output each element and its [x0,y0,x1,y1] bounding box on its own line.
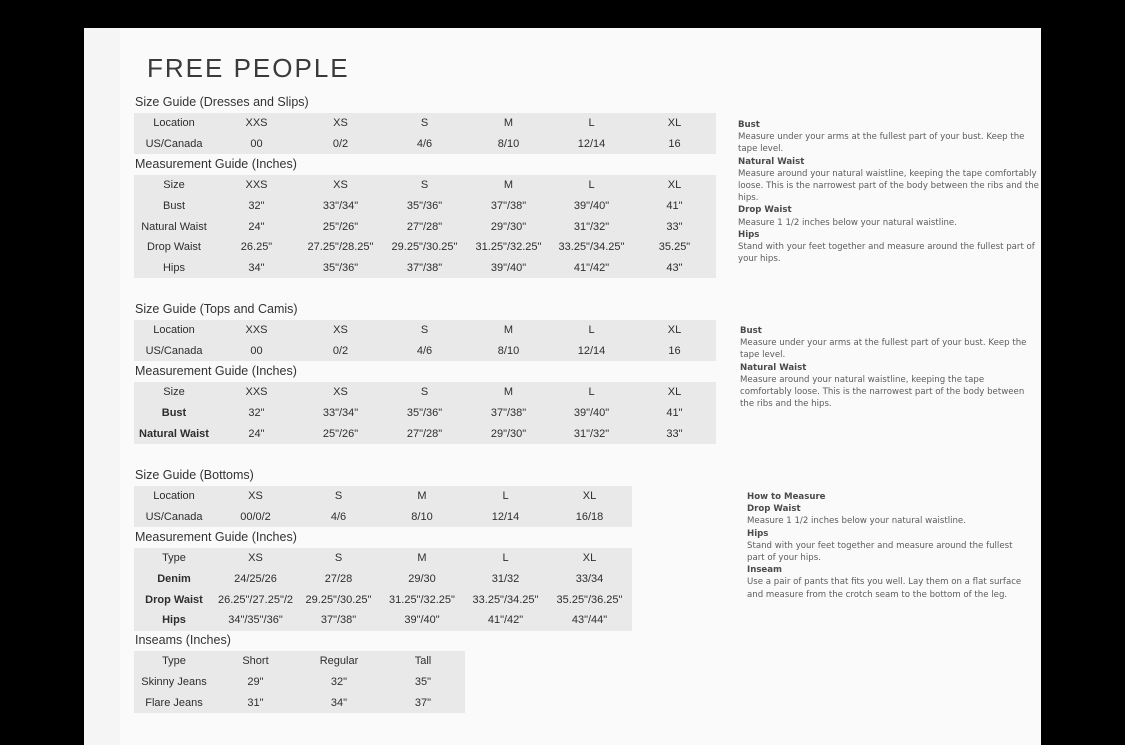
bottoms-measure-heading: Measurement Guide (Inches) [135,530,297,544]
table-cell: 34" [330,696,348,709]
table-cell: 33" [666,427,683,440]
row-label-cell: Location [153,117,195,130]
table-cell: L [588,117,595,130]
row-label-cell: Natural Waist [139,427,209,440]
table-cell: 24/25/26 [234,573,277,586]
table-cell: XL [667,179,682,192]
row-label-cell: Location [153,490,195,503]
table-cell: 31" [247,696,264,709]
row-label-cell: Natural Waist [141,220,207,233]
table-cell: 27/28 [324,573,353,586]
table-cell: 26.25"/27.25"/2 [217,593,294,606]
table-cell: 0/2 [332,138,349,151]
row-label-cell: Type [162,552,186,565]
table-cell: L [588,179,595,192]
table-cell: M [503,179,514,192]
table-cell: 31.25"/32.25" [475,241,542,254]
table-cell: 37"/38" [320,614,357,627]
table-cell: 37"/38" [406,262,443,275]
dresses-measure-notes [738,119,1043,265]
row-label-cell: Flare Jeans [145,696,203,709]
table-cell: 33"/34" [322,407,359,420]
table-row [134,589,632,610]
table-cell: 34"/35"/36" [228,614,283,627]
note-title: Hips [747,528,769,539]
table-cell: 41" [666,200,683,213]
table-cell: 0/2 [332,345,349,358]
table-cell: 34" [248,262,265,275]
note-title: Hips [738,229,760,240]
row-label-cell: Hips [162,262,185,275]
table-cell: 29"/30" [490,427,527,440]
table-header-row [134,382,716,403]
table-row [134,237,716,258]
table-cell: 31"/32" [573,427,610,440]
table-cell: 33.25"/34.25" [558,241,625,254]
table-cell: M [503,324,514,337]
table-cell: 35.25"/36.25" [556,593,623,606]
table-cell: 24" [248,427,265,440]
table-cell: 4/6 [416,345,433,358]
table-row [134,403,716,424]
table-cell: 25"/26" [322,427,359,440]
note-text: Measure around your natural waistline, keeping the tape comfortably loose. This is the narrowest part of the body between the ribs and the hips. [738,168,1039,204]
row-label-cell: Drop Waist [145,593,203,606]
table-row [134,341,716,362]
row-label-cell: Location [153,324,195,337]
table-cell: XXS [245,386,268,399]
table-cell: 29/30 [408,573,436,586]
table-cell: 35" [414,676,432,689]
inseam-table [134,651,465,713]
table-row [134,672,465,693]
table-cell: 24" [248,220,265,233]
row-label-cell: Hips [162,614,186,627]
table-cell: 39"/40" [573,200,610,213]
table-cell: 29.25"/30.25" [305,593,372,606]
table-cell: 43"/44" [571,614,608,627]
table-cell: XS [333,179,348,192]
table-cell: 39"/40" [490,262,527,275]
row-label-cell: US/Canada [145,138,203,151]
note-text: Measure around your natural waistline, keeping the tape comfortably loose. This is the narrowest part of the body between the ribs and the hips. [740,374,1025,410]
table-cell: 31/32 [491,573,520,586]
table-row [134,692,465,713]
table-cell: 41" [666,407,683,420]
table-cell: 35.25" [658,241,691,254]
table-cell: 16 [668,345,681,358]
brand-logo: FREE PEOPLE [147,53,350,83]
table-cell: M [503,386,514,399]
table-cell: 37"/38" [490,407,527,420]
row-label-cell: Denim [157,573,191,586]
table-cell: 00 [250,345,263,358]
table-cell: 32" [330,676,348,689]
table-cell: 32" [248,200,265,213]
table-row [134,569,632,590]
table-cell: XL [582,490,597,503]
table-cell: 29.25"/30.25" [391,241,458,254]
table-cell: 8/10 [497,345,520,358]
table-cell: Regular [319,655,359,668]
table-cell: Tall [414,655,432,668]
row-label-cell: Type [162,655,186,668]
table-cell: 4/6 [330,511,347,524]
notes-heading: How to Measure [747,492,826,502]
note-title: Natural Waist [738,156,805,167]
table-cell: 29" [247,676,264,689]
inseam-heading: Inseams (Inches) [135,633,231,647]
dresses-measure-heading: Measurement Guide (Inches) [135,157,297,171]
table-cell: L [502,552,509,565]
table-cell: XS [248,552,263,565]
table-cell: XS [333,386,348,399]
table-row [134,134,716,155]
table-cell: 33"/34" [322,200,359,213]
table-header-row [134,651,465,672]
note-text: Use a pair of pants that fits you well. Lay them on a flat surface and measure from the crotch seam to the bottom of the leg. [747,577,1022,600]
table-cell: 41"/42" [573,262,610,275]
row-label-cell: Size [163,179,185,192]
table-cell: XL [667,324,682,337]
tops-size-heading: Size Guide (Tops and Camis) [135,302,298,316]
tops-measure-heading: Measurement Guide (Inches) [135,364,297,378]
table-header-row [134,113,716,134]
table-cell: 43" [666,262,683,275]
table-cell: M [417,552,427,565]
table-cell: 29"/30" [490,220,527,233]
table-cell: 37"/38" [490,200,527,213]
table-cell: 35"/36" [322,262,359,275]
table-cell: 37" [414,696,432,709]
table-cell: 32" [248,407,265,420]
table-cell: 31"/32" [573,220,610,233]
table-cell: S [420,117,429,130]
table-cell: 27.25"/28.25" [307,241,374,254]
table-cell: 8/10 [497,138,520,151]
table-header-row [134,486,632,507]
table-cell: XL [582,552,597,565]
table-cell: 16 [668,138,681,151]
table-row [134,507,632,528]
table-row [134,610,632,631]
table-cell: 25"/26" [322,220,359,233]
table-cell: 33/34 [575,573,604,586]
table-cell: 4/6 [416,138,433,151]
table-cell: L [502,490,509,503]
table-cell: XXS [245,179,268,192]
table-row [134,423,716,444]
table-cell: 12/14 [491,511,520,524]
note-text: Measure under your arms at the fullest part of your bust. Keep the tape level. [740,338,1027,361]
table-cell: XS [248,490,263,503]
table-cell: S [420,386,429,399]
table-cell: 27"/28" [406,220,443,233]
note-title: Natural Waist [740,362,807,373]
table-cell: 33" [666,220,683,233]
note-text: Measure 1 1/2 inches below your natural waistline. [738,217,957,228]
tops-measure-notes [740,325,1032,410]
table-header-row [134,320,716,341]
table-cell: 35"/36" [406,200,443,213]
row-label-cell: US/Canada [145,345,203,358]
table-cell: S [420,179,429,192]
table-cell: 27"/28" [406,427,443,440]
table-cell: 39"/40" [573,407,610,420]
table-cell: 33.25"/34.25" [472,593,539,606]
table-cell: M [417,490,427,503]
bottoms-measure-notes [747,491,1032,601]
table-row [134,258,716,279]
table-header-row [134,548,632,569]
bottoms-size-heading: Size Guide (Bottoms) [135,468,254,482]
bottoms-size-table [134,486,632,527]
table-cell: S [334,490,343,503]
table-cell: M [503,117,514,130]
table-cell: XXS [245,324,268,337]
note-title: Inseam [747,565,783,576]
table-cell: 12/14 [577,138,606,151]
dresses-size-heading: Size Guide (Dresses and Slips) [135,95,309,109]
row-label-cell: Bust [161,407,187,420]
dresses-size-table [134,113,716,154]
table-cell: S [420,324,429,337]
dresses-measurement-table [134,175,716,278]
table-cell: XL [667,117,682,130]
bottoms-measurement-table [134,548,632,631]
note-title: Drop Waist [747,504,801,515]
note-title: Drop Waist [738,205,792,216]
tops-measurement-table [134,382,716,444]
table-cell: XS [333,117,348,130]
table-cell: 31.25"/32.25" [389,593,455,606]
table-cell: 41"/42" [487,614,524,627]
note-text: Measure under your arms at the fullest part of your bust. Keep the tape level. [738,132,1025,155]
row-label-cell: US/Canada [145,511,203,524]
table-cell: S [334,552,343,565]
table-cell: 39"/40" [404,614,440,627]
row-label-cell: Skinny Jeans [141,676,207,689]
table-header-row [134,175,716,196]
table-cell: 16/18 [575,511,604,524]
note-text: Measure 1 1/2 inches below your natural waistline. [747,516,966,527]
row-label-cell: Size [163,386,185,399]
table-cell: L [588,386,595,399]
table-cell: 26.25" [240,241,273,254]
table-cell: Short [242,655,269,668]
tops-size-table [134,320,716,361]
table-cell: 35"/36" [406,407,443,420]
table-row [134,196,716,217]
table-row [134,216,716,237]
row-label-cell: Drop Waist [147,241,201,254]
table-cell: L [588,324,595,337]
table-cell: 12/14 [577,345,606,358]
row-label-cell: Bust [162,200,185,213]
table-cell: 00 [250,138,263,151]
table-cell: 8/10 [411,511,433,524]
note-text: Stand with your feet together and measure around the fullest part of your hips. [747,540,1013,564]
note-text: Stand with your feet together and measure around the fullest part of your hips. [738,242,1035,265]
table-cell: 00/0/2 [240,511,271,524]
note-title: Bust [738,120,760,130]
table-cell: XL [667,386,682,399]
note-title: Bust [740,326,762,336]
table-cell: XXS [245,117,268,130]
table-cell: XS [333,324,348,337]
